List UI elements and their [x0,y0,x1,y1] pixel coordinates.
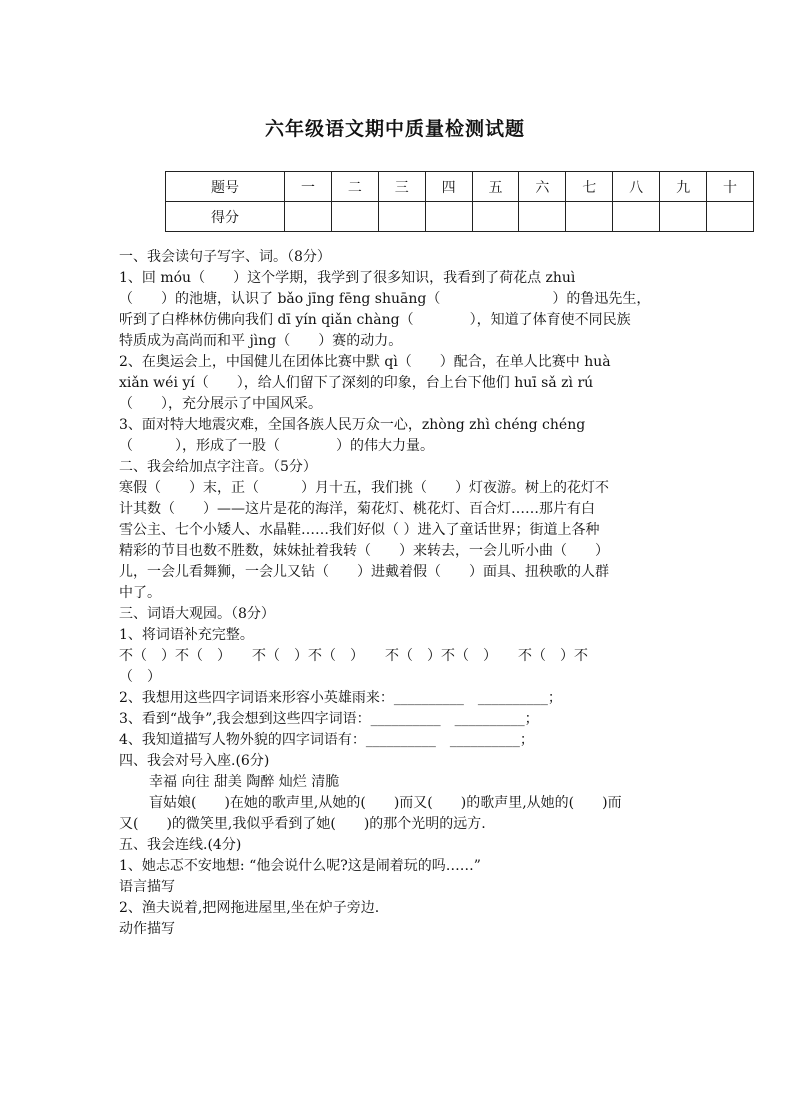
table-cell: 九 [660,172,707,202]
text-line: 特质成为高尚而和平 jìng（ ）赛的动力。 [119,333,403,349]
section-heading: 四、我会对号入座.(6分) [119,753,270,769]
score-cell[interactable] [378,202,425,232]
text-line: 听到了白桦林仿佛向我们 dī yín qiǎn chàng（ ），知道了体育使不同民族 [119,312,631,328]
text-line: 3、看到“战争”,我会想到这些四字词语：__________ __________； [119,711,539,727]
table-cell: 四 [425,172,472,202]
score-cell[interactable] [285,202,332,232]
text-line: xiǎn wéi yí（ ），给人们留下了深刻的印象，台上台下他们 huī sǎ zì rú [119,375,594,391]
section-heading: 三、词语大观园。（8分） [119,606,275,622]
table-cell: 三 [378,172,425,202]
section-heading: 五、我会连线.(4分) [119,837,242,853]
text-line: 寒假（ ）末，正（ ）月十五，我们挑（ ）灯夜游。树上的花灯不 [119,480,609,496]
text-line: 语言描写 [119,879,175,895]
text-line: 计其数（ ）——这片是花的海洋，菊花灯、桃花灯、百合灯……那片有白 [119,501,595,517]
score-cell[interactable] [519,202,566,232]
text-line: 1、她忐忑不安地想: “他会说什么呢?这是闹着玩的吗……” [119,858,481,874]
score-table-header-row [166,172,754,202]
score-cell[interactable] [707,202,754,232]
score-cell[interactable] [660,202,707,232]
text-line: 动作描写 [119,921,175,937]
score-cell[interactable] [566,202,613,232]
text-line: （ ） [119,669,161,685]
table-cell: 一 [285,172,332,202]
score-cell[interactable] [613,202,660,232]
text-line: 4、我知道描写人物外貌的四字词语有：__________ __________； [119,732,534,748]
text-line: 不（ ）不（ ） 不（ ）不（ ） 不（ ）不（ ） 不（ ）不 [119,648,588,664]
table-cell: 六 [519,172,566,202]
table-cell: 二 [331,172,378,202]
page-title: 六年级语文期中质量检测试题 [264,118,525,140]
table-cell: 五 [472,172,519,202]
table-cell: 七 [566,172,613,202]
score-table [165,171,754,232]
text-line: 1、回 móu（ ）这个学期，我学到了很多知识，我看到了荷花点 zhuì [119,270,576,286]
table-cell: 题号 [166,172,285,202]
text-line: 中了。 [119,585,161,601]
score-cell[interactable] [425,202,472,232]
text-line: （ ），充分展示了中国风采。 [119,396,322,412]
section-heading: 一、我会读句子写字、词。（8分） [119,249,331,265]
text-line: （ ），形成了一股（ ）的伟大力量。 [119,438,434,454]
text-line: 雪公主、七个小矮人、水晶鞋……我们好似（ ）进入了童话世界；街道上各种 [119,522,600,538]
text-line: 又( )的微笑里,我似乎看到了她( )的那个光明的远方. [119,816,486,832]
score-cell[interactable] [472,202,519,232]
text-line: 2、我想用这些四字词语来形容小英雄雨来：__________ __________； [119,690,562,706]
text-line: 2、在奥运会上，中国健儿在团体比赛中默 qì（ ）配合，在单人比赛中 huà [119,354,611,370]
word-bank: 幸福 向往 甜美 陶醉 灿烂 清脆 [149,774,340,790]
exam-questions [119,247,679,940]
table-cell: 得分 [166,202,285,232]
text-line: （ ）的池塘，认识了 bǎo jīng fēng shuāng（ ）的鲁迅先生， [119,291,651,307]
score-cell[interactable] [331,202,378,232]
table-cell: 八 [613,172,660,202]
table-cell: 十 [707,172,754,202]
text-line: 精彩的节目也数不胜数，妹妹扯着我转（ ）来转去，一会儿听小曲（ ） [119,543,609,559]
score-table-score-row [166,202,754,232]
text-line: 盲姑娘( )在她的歌声里,从她的( )而又( )的歌声里,从她的( )而 [149,795,622,811]
text-line: 1、将词语补充完整。 [119,627,254,643]
section-heading: 二、我会给加点字注音。（5分） [119,459,317,475]
text-line: 2、渔夫说着,把网拖进屋里,坐在炉子旁边. [119,900,380,916]
text-line: 3、面对特大地震灾难，全国各族人民万众一心，zhòng zhì chéng chéng [119,417,586,433]
text-line: 儿，一会儿看舞狮，一会儿又钻（ ）进戴着假（ ）面具、扭秧歌的人群 [119,564,609,580]
